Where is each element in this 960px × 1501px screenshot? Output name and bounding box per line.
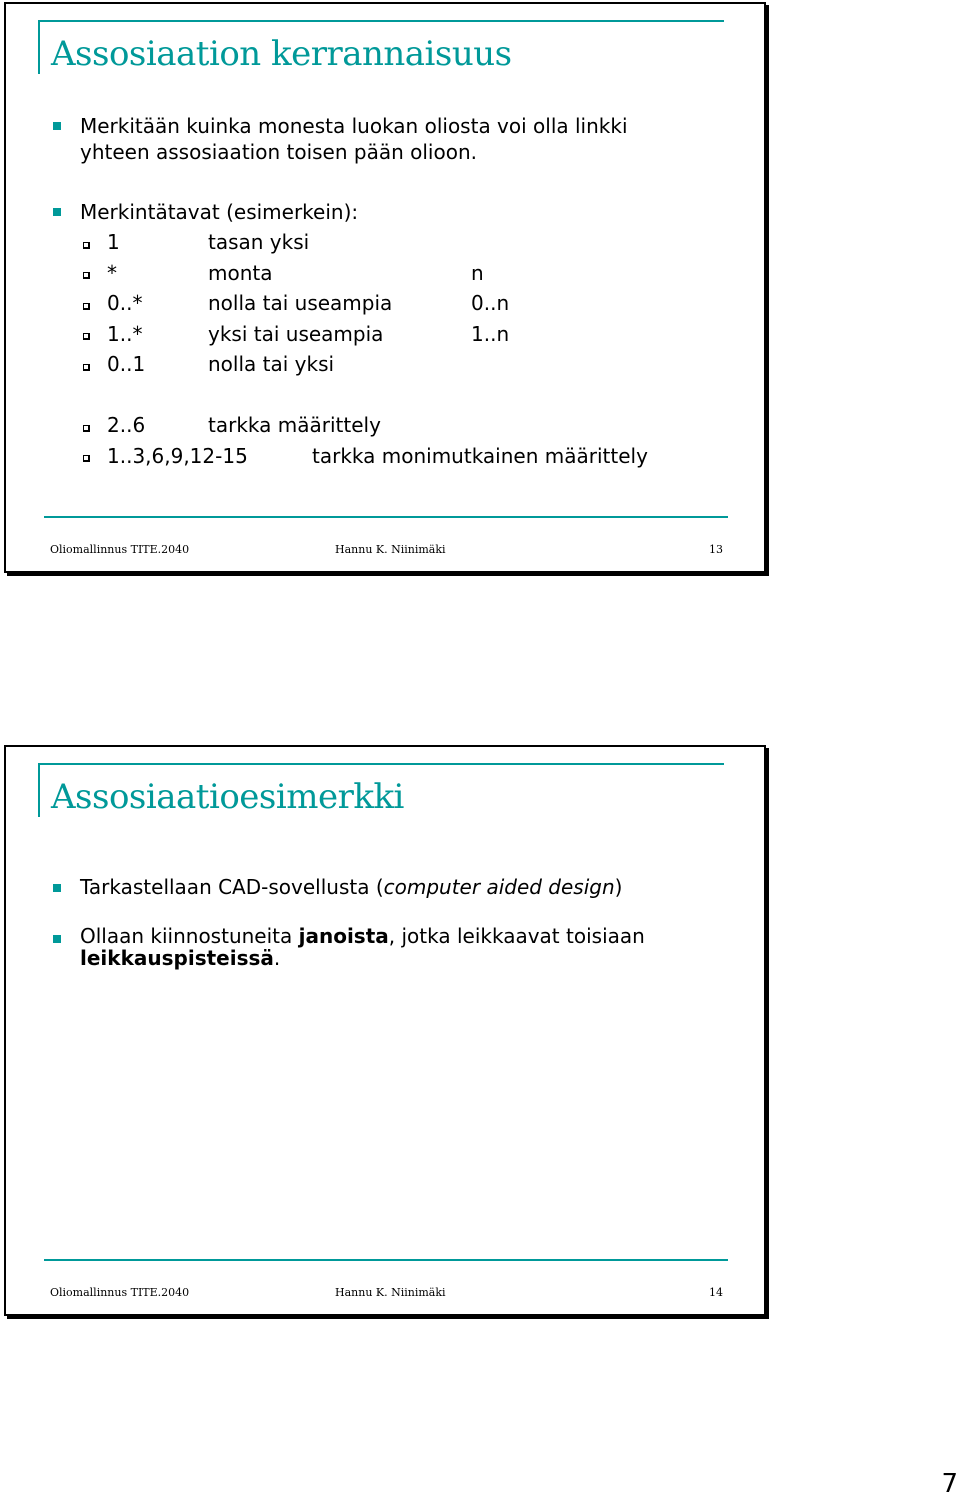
- sub-bullet-icon: [83, 333, 90, 340]
- notation-code: 2..6: [107, 413, 146, 437]
- notation-meaning: yksi tai useampia: [208, 322, 384, 346]
- notation-alt: 1..n: [471, 322, 510, 346]
- notation-code: 0..*: [107, 291, 143, 315]
- sub-bullet-icon: [83, 272, 90, 279]
- notation-code: 0..1: [107, 352, 146, 376]
- notation-code: 1..*: [107, 322, 143, 346]
- bullet-square: [53, 208, 61, 216]
- notation-code: *: [107, 261, 117, 285]
- bullet-line: [80, 925, 645, 947]
- footer-page: 13: [709, 543, 723, 556]
- bullet-line: yhteen assosiaation toisen pään olioon.: [80, 140, 477, 164]
- text-run: .: [273, 946, 281, 970]
- footer-author: Hannu K. Niinimäki: [335, 1286, 446, 1299]
- bullet-line: [80, 947, 645, 969]
- italic-run: computer aided design: [383, 875, 615, 899]
- notation-meaning: tasan yksi: [208, 230, 310, 254]
- bold-run: janoista: [298, 924, 389, 948]
- slide-14: [4, 745, 766, 1316]
- sub-bullet-icon: [83, 303, 90, 310]
- text-run: ): [614, 875, 623, 899]
- notation-meaning: nolla tai yksi: [208, 352, 335, 376]
- notation-meaning: nolla tai useampia: [208, 291, 393, 315]
- text-run: , jotka leikkaavat toisiaan: [388, 924, 645, 948]
- bullet-text: [80, 925, 645, 969]
- bullet-line: Merkitään kuinka monesta luokan oliosta voi olla linkki: [80, 114, 628, 138]
- notation-code: 1: [107, 230, 120, 254]
- bullet-square: [53, 884, 61, 892]
- bullet-text: Merkintätavat (esimerkein):: [80, 200, 359, 224]
- footer-course: Oliomallinnus TITE.2040: [50, 543, 190, 556]
- bullet-text: [80, 874, 622, 900]
- sub-bullet-icon: [83, 455, 90, 462]
- notation-code: 1..3,6,9,12-15: [107, 444, 248, 468]
- bullet-text: [80, 113, 628, 165]
- slide-13: [4, 2, 766, 573]
- footer-author: Hannu K. Niinimäki: [335, 543, 446, 556]
- footer-line: [44, 1259, 728, 1261]
- text-run: Tarkastellaan CAD-sovellusta (: [80, 875, 384, 899]
- text-run: Ollaan kiinnostuneita: [80, 924, 299, 948]
- bullet-square: [53, 122, 61, 130]
- sub-bullet-icon: [83, 425, 90, 432]
- page-number: 7: [941, 1469, 958, 1499]
- footer-page: 14: [709, 1286, 723, 1299]
- slide-title: Assosiaation kerrannaisuus: [51, 34, 512, 74]
- notation-alt: n: [471, 261, 484, 285]
- notation-meaning: monta: [208, 261, 273, 285]
- slide-title: Assosiaatioesimerkki: [51, 777, 404, 817]
- notation-meaning: tarkka monimutkainen määrittely: [312, 444, 648, 468]
- sub-bullet-icon: [83, 364, 90, 371]
- bullet-square: [53, 935, 61, 943]
- notation-meaning: tarkka määrittely: [208, 413, 381, 437]
- footer-course: Oliomallinnus TITE.2040: [50, 1286, 190, 1299]
- sub-bullet-icon: [83, 242, 90, 249]
- footer-line: [44, 516, 728, 518]
- notation-alt: 0..n: [471, 291, 510, 315]
- bold-run: leikkauspisteissä: [80, 946, 274, 970]
